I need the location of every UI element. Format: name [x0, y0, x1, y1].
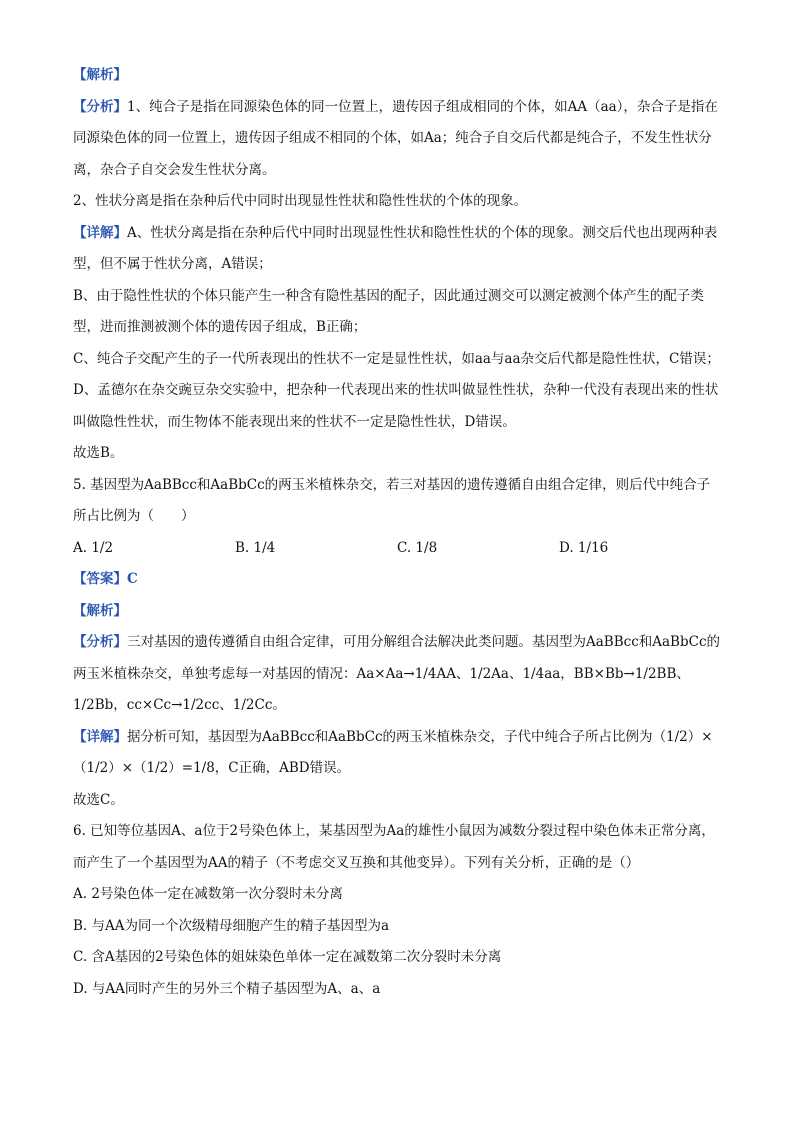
document-content	[73, 60, 723, 1005]
detail-a-text: A、性状分离是指在杂种后代中同时出现显性性状和隐性性状的个体的现象。测交后代也出现两种表型，但不属于性状分离，A错误；	[73, 224, 718, 272]
q6-option-c: C. 含A基因的2号染色体的姐妹染色单体一定在减数第二次分裂时未分离	[73, 949, 502, 965]
option-c: C. 1/8	[397, 539, 438, 556]
jiexi-tag: 【解析】	[73, 67, 127, 83]
fenxi-tag: 【分析】	[73, 634, 127, 650]
detail-b: B、由于隐性性状的个体只能产生一种含有隐性基因的配子，因此通过测交可以测定被测个体产生的配子类型，进而推测被测个体的遗传因子组成，B正确；	[73, 287, 704, 335]
fenxi-tag: 【分析】	[73, 98, 127, 115]
question-6-stem: 6. 已知等位基因A、a位于2号染色体上，某基因型为Aa的雄性小鼠因为减数分裂过程中染色体未正常分离，而产生了一个基因型为AA的精子（不考虑交叉互换和其他变异）。下列有关分析，正确的是（）	[73, 823, 715, 871]
option-d: D. 1/16	[559, 539, 609, 556]
conclusion: 故选B。	[73, 445, 124, 461]
detail-d: D、孟德尔在杂交豌豆杂交实验中，把杂种一代表现出来的性状叫做显性性状，杂种一代没有表现出来的性状叫做隐性性状，而生物体不能表现出来的性状不一定是隐性性状，D错误。	[73, 382, 719, 430]
xiangjie-tag: 【详解】	[73, 728, 127, 745]
analysis-text: 1、纯合子是指在同源染色体的同一位置上，遗传因子组成相同的个体，如AA（aa），杂合子是指在同源染色体的同一位置上，遗传因子组成不相同的个体，如Aa；纯合子自交后代都是纯合子，不发生性状分离，杂合子自交会发生性状分离。	[73, 98, 718, 178]
detail-paragraph	[73, 218, 723, 281]
option-a: A. 1/2	[73, 539, 114, 556]
q5-detail-paragraph	[73, 722, 723, 785]
q5-detail-text: 据分析可知，基因型为AaBBcc和AaBbCc的两玉米植株杂交，子代中纯合子所占比例为（1/2）×（1/2）×（1/2）=1/8，C正确，ABD错误。	[73, 728, 713, 776]
answer-line: 【答案】C	[73, 571, 138, 587]
section-heading	[73, 60, 723, 92]
q6-option-a: A. 2号染色体一定在减数第一次分裂时未分离	[73, 886, 343, 902]
jiexi-tag: 【解析】	[73, 602, 127, 619]
question-5-stem: 5. 基因型为AaBBcc和AaBbCc的两玉米植株杂交，若三对基因的遗传遵循自由组合定律，则后代中纯合子所占比例为（ ）	[73, 476, 711, 524]
question-5-options	[73, 533, 723, 565]
q5-analysis-text: 三对基因的遗传遵循自由组合定律，可用分解组合法解决此类问题。基因型为AaBBcc和AaBbCc的两玉米植株杂交，单独考虑每一对基因的情况：Aa×Aa→1/4AA、1/2Aa、1/4aa，BB×Bb→1/2BB、1/2Bb，cc×Cc→1/2cc、1/2Cc。	[73, 634, 721, 713]
q5-conclusion: 故选C。	[73, 791, 124, 808]
q5-analysis-paragraph	[73, 627, 723, 722]
q6-option-b: B. 与AA为同一个次级精母细胞产生的精子基因型为a	[73, 917, 390, 934]
xiangjie-tag: 【详解】	[73, 224, 127, 241]
q6-option-d: D. 与AA同时产生的另外三个精子基因型为A、a、a	[73, 980, 381, 997]
analysis-point-2: 2、性状分离是指在杂种后代中同时出现显性性状和隐性性状的个体的现象。	[73, 193, 528, 209]
analysis-paragraph	[73, 92, 723, 187]
option-b: B. 1/4	[235, 539, 276, 556]
q5-jiexi-heading	[73, 596, 723, 628]
detail-c: C、纯合子交配产生的子一代所表现出的性状不一定是显性性状，如aa与aa杂交后代都是隐性性状，C错误；	[73, 350, 720, 367]
